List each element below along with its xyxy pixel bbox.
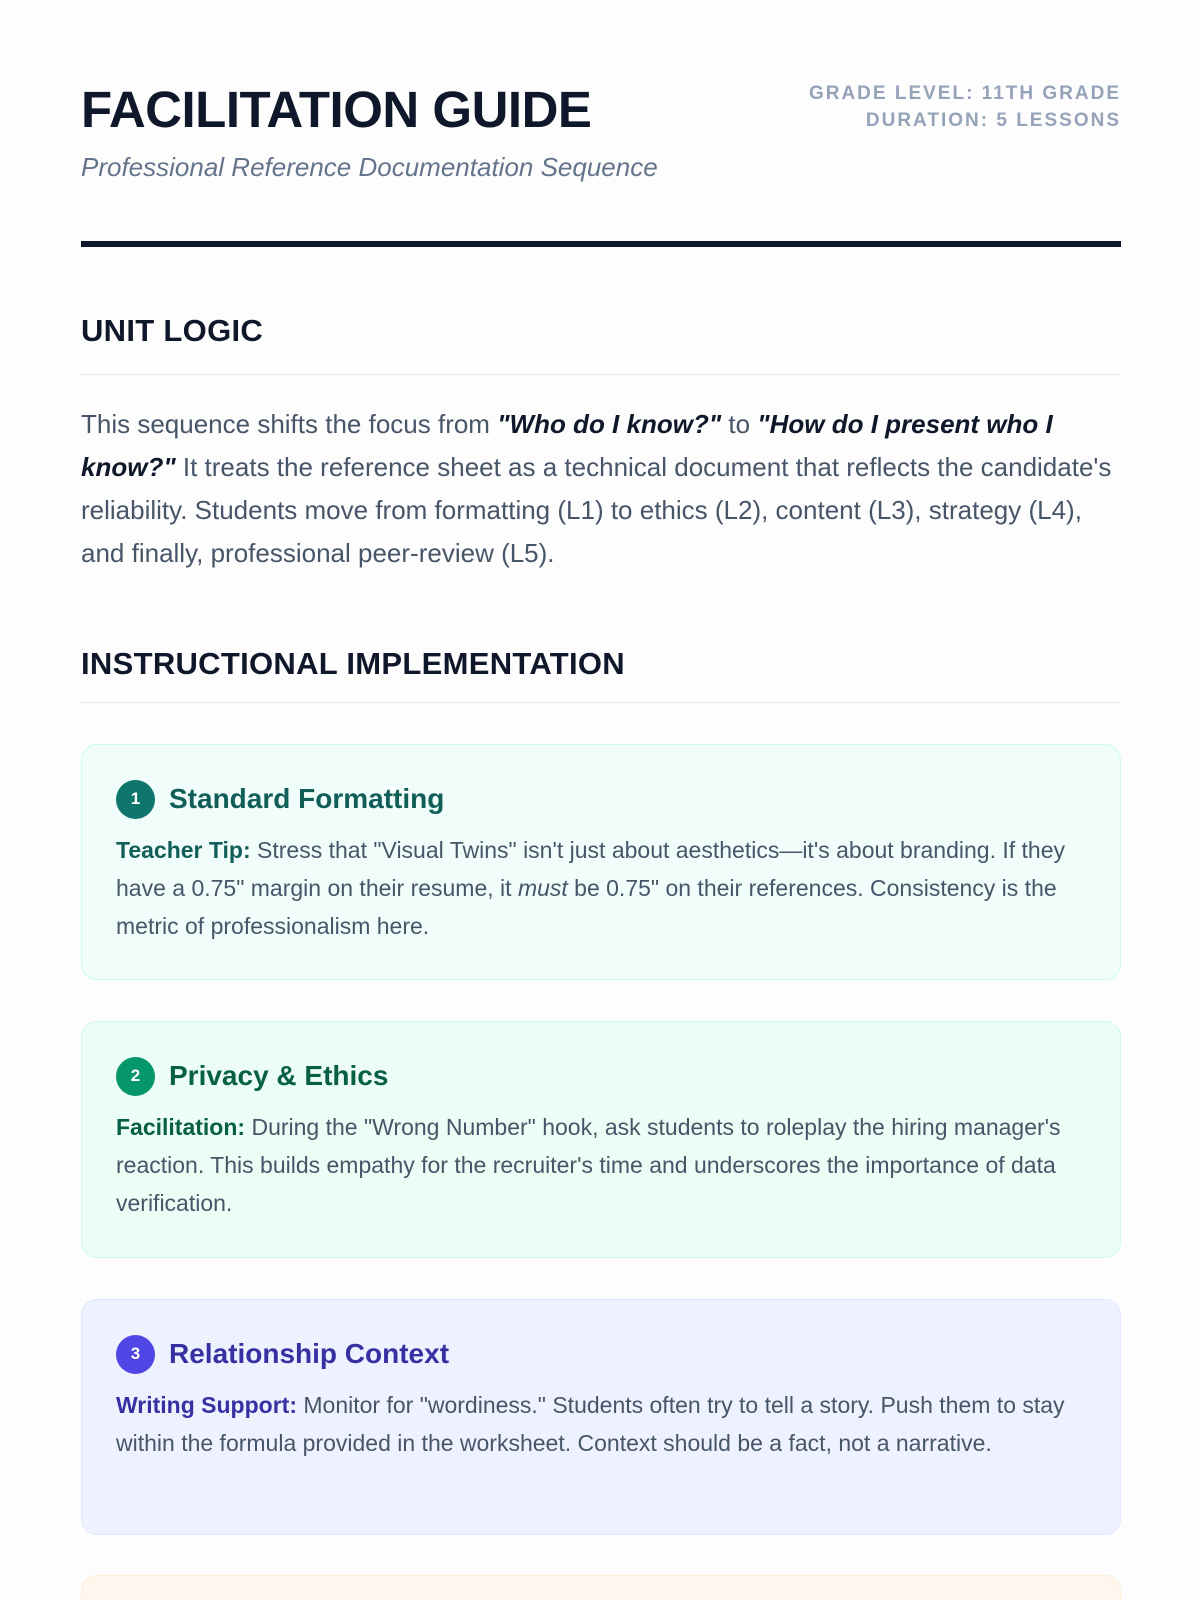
lesson-note-lead: Teacher Tip: [116,837,251,863]
guide-header [81,0,1121,248]
lesson-note-emphasis: must [517,875,568,901]
lesson-note-lead: Writing Support: [116,1392,297,1418]
unit-logic-quote-1: "Who do I know?" [497,409,722,439]
lesson-title: Relationship Context [169,1338,450,1369]
lesson-note [116,1386,1086,1462]
duration: DURATION: 5 LESSONS [865,110,1121,131]
implementation-heading: INSTRUCTIONAL IMPLEMENTATION [81,646,625,681]
lesson-number-badge: 3 [116,1335,155,1374]
lesson-title: Privacy & Ethics [169,1060,389,1091]
lesson-card-2 [81,1021,1121,1258]
page-subtitle: Professional Reference Documentation Sequence [81,152,658,182]
lesson-number-badge: 1 [116,780,155,819]
unit-logic-heading: UNIT LOGIC [81,313,264,348]
lesson-card-4 [81,1575,1121,1600]
facilitation-guide-page [81,0,1121,1456]
unit-meta [809,80,1121,134]
lesson-note-text: Stress that "Visual Twins" isn't just about aesthetics—it's about branding. If they have a 0.75" margin on their resume, it [116,837,1065,901]
unit-logic-intro: This sequence shifts the focus from [81,409,498,439]
page-title: FACILITATION GUIDE [81,81,592,138]
lesson-note-text-end: be 0.75" on their references. Consistency is the metric of professionalism here. [116,875,1057,939]
unit-logic-divider [81,374,1121,375]
lesson-note-lead: Facilitation: [116,1114,246,1140]
header-divider [81,241,1121,247]
lesson-card-header [116,779,1086,819]
lesson-card-3 [81,1299,1121,1535]
lesson-card-header [116,1334,1086,1374]
lesson-card-1 [81,744,1121,980]
lesson-number-badge: 2 [116,1057,155,1096]
unit-logic-paragraph [81,403,1121,575]
lesson-card-header [116,1056,1086,1096]
lesson-title: Standard Formatting [169,783,445,814]
lesson-note-text: During the "Wrong Number" hook, ask students to roleplay the hiring manager's reaction. This builds empathy for the recruiter's time and underscores the importance of data verification. [116,1114,1061,1216]
lesson-note [116,831,1086,945]
lesson-note [116,1108,1086,1222]
implementation-divider [81,702,1121,703]
unit-logic-quote-2: "How do I present who I know?" [81,409,1053,482]
unit-logic-rest: It treats the reference sheet as a technical document that reflects the candidate's reliability. Students move from formatting (L1) to ethics (L2), content (L3), strategy (L4), and finally, professional peer-review (L5). [81,452,1112,568]
unit-logic-connector: to [721,409,758,439]
lesson-note-text: Monitor for "wordiness." Students often try to tell a story. Push them to stay within the formula provided in the worksheet. Context should be a fact, not a narrative. [116,1392,1065,1456]
grade-level: GRADE LEVEL: 11TH GRADE [808,83,1121,104]
